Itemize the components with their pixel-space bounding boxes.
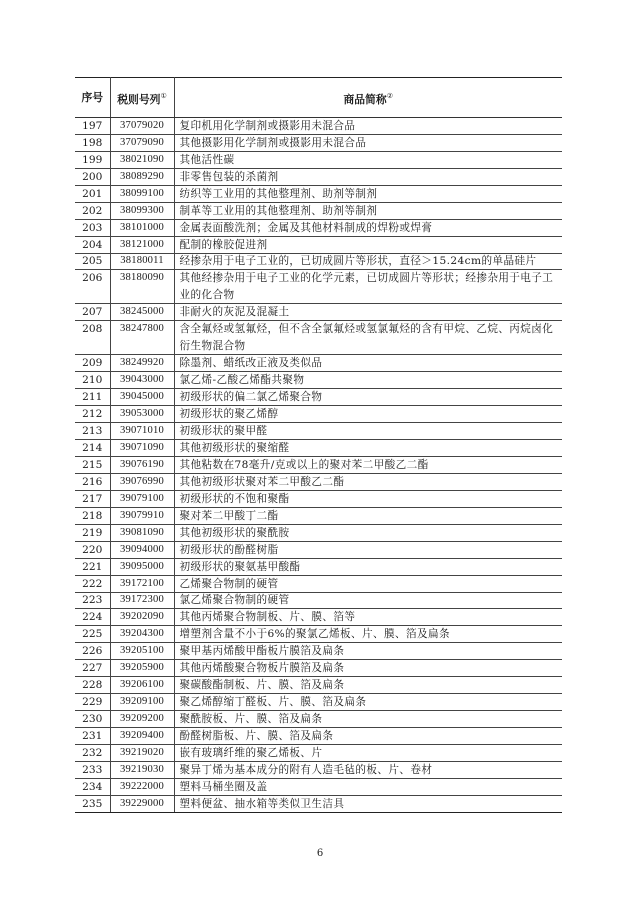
row-seq: 202 xyxy=(75,202,110,219)
row-name: 聚碳酸酯制板、片、膜、箔及扁条 xyxy=(174,677,562,694)
table-row xyxy=(75,761,562,778)
table-row xyxy=(75,643,562,660)
row-code: 39053000 xyxy=(110,406,174,423)
row-seq: 232 xyxy=(75,744,110,761)
table-row xyxy=(75,389,562,406)
table-row xyxy=(75,406,562,423)
table-row xyxy=(75,270,562,304)
row-seq: 208 xyxy=(75,321,110,355)
table-row xyxy=(75,168,562,185)
row-name: 非耐火的灰泥及混凝土 xyxy=(174,304,562,321)
header-code-note: ① xyxy=(160,91,167,100)
row-seq: 199 xyxy=(75,151,110,168)
row-seq: 206 xyxy=(75,270,110,304)
row-name: 初级形状的不饱和聚酯 xyxy=(174,490,562,507)
table-row xyxy=(75,626,562,643)
row-name: 聚甲基丙烯酸甲酯板片膜箔及扁条 xyxy=(174,643,562,660)
row-seq: 200 xyxy=(75,168,110,185)
row-name: 制革等工业用的其他整理剂、助剂等制剂 xyxy=(174,202,562,219)
row-code: 39079910 xyxy=(110,507,174,524)
row-seq: 201 xyxy=(75,185,110,202)
row-code: 39095000 xyxy=(110,558,174,575)
row-code: 38180011 xyxy=(110,253,174,270)
row-code: 39229000 xyxy=(110,795,174,812)
table-row xyxy=(75,423,562,440)
table-row xyxy=(75,151,562,168)
table-row xyxy=(75,457,562,474)
table-row xyxy=(75,321,562,355)
table-row xyxy=(75,219,562,236)
row-code: 39076190 xyxy=(110,457,174,474)
row-name: 其他丙烯聚合物制板、片、膜、箔等 xyxy=(174,609,562,626)
row-seq: 215 xyxy=(75,457,110,474)
table-row xyxy=(75,118,562,135)
row-code: 38089290 xyxy=(110,168,174,185)
row-code: 39081090 xyxy=(110,524,174,541)
header-name-note: ② xyxy=(386,91,393,100)
row-code: 39209200 xyxy=(110,711,174,728)
row-code: 38099300 xyxy=(110,202,174,219)
row-name: 嵌有玻璃纤维的聚乙烯板、片 xyxy=(174,744,562,761)
table-row xyxy=(75,185,562,202)
row-code: 39209400 xyxy=(110,728,174,745)
row-name: 乙烯聚合物制的硬管 xyxy=(174,575,562,592)
row-seq: 198 xyxy=(75,134,110,151)
row-name: 其他摄影用化学制剂或摄影用未混合品 xyxy=(174,134,562,151)
table-row xyxy=(75,355,562,372)
table-row xyxy=(75,473,562,490)
row-seq: 220 xyxy=(75,541,110,558)
row-seq: 233 xyxy=(75,761,110,778)
row-code: 38245000 xyxy=(110,304,174,321)
tariff-table xyxy=(75,77,562,813)
row-seq: 217 xyxy=(75,490,110,507)
table-row xyxy=(75,744,562,761)
row-name: 经掺杂用于电子工业的，已切成圆片等形状，直径＞15.24cm的单晶硅片 xyxy=(174,253,562,270)
row-code: 39045000 xyxy=(110,389,174,406)
row-code: 39079100 xyxy=(110,490,174,507)
table-row xyxy=(75,440,562,457)
table-row xyxy=(75,711,562,728)
row-seq: 205 xyxy=(75,253,110,270)
row-name: 初级形状的聚氨基甲酸酯 xyxy=(174,558,562,575)
row-name: 其他初级形状聚对苯二甲酸乙二酯 xyxy=(174,473,562,490)
row-seq: 228 xyxy=(75,677,110,694)
row-name: 其他初级形状的聚酰胺 xyxy=(174,524,562,541)
row-seq: 231 xyxy=(75,728,110,745)
table-row xyxy=(75,575,562,592)
row-code: 38021090 xyxy=(110,151,174,168)
table-row xyxy=(75,728,562,745)
table-header-row xyxy=(75,78,562,118)
table-row xyxy=(75,795,562,812)
table-row xyxy=(75,524,562,541)
row-name: 非零售包装的杀菌剂 xyxy=(174,168,562,185)
row-seq: 219 xyxy=(75,524,110,541)
row-seq: 221 xyxy=(75,558,110,575)
row-name: 聚异丁烯为基本成分的附有人造毛毡的板、片、卷材 xyxy=(174,761,562,778)
table-row xyxy=(75,677,562,694)
row-code: 39209100 xyxy=(110,694,174,711)
table-row xyxy=(75,372,562,389)
row-code: 39172300 xyxy=(110,592,174,609)
table-row xyxy=(75,134,562,151)
row-code: 39202090 xyxy=(110,609,174,626)
row-name: 聚乙烯醇缩丁醛板、片、膜、箔及扁条 xyxy=(174,694,562,711)
row-name: 塑料便盆、抽水箱等类似卫生洁具 xyxy=(174,795,562,812)
row-seq: 212 xyxy=(75,406,110,423)
row-seq: 214 xyxy=(75,440,110,457)
row-name: 初级形状的偏二氯乙烯聚合物 xyxy=(174,389,562,406)
row-name: 其他初级形状的聚缩醛 xyxy=(174,440,562,457)
row-seq: 229 xyxy=(75,694,110,711)
row-code: 39205900 xyxy=(110,660,174,677)
row-code: 39094000 xyxy=(110,541,174,558)
table-row xyxy=(75,490,562,507)
table-row xyxy=(75,202,562,219)
row-seq: 197 xyxy=(75,118,110,135)
row-name: 聚对苯二甲酸丁二酯 xyxy=(174,507,562,524)
row-seq: 225 xyxy=(75,626,110,643)
row-name: 其他活性碳 xyxy=(174,151,562,168)
row-code: 39219020 xyxy=(110,744,174,761)
table-row xyxy=(75,592,562,609)
row-seq: 216 xyxy=(75,473,110,490)
page-number: 6 xyxy=(316,848,324,859)
table-row xyxy=(75,778,562,795)
row-code: 39206100 xyxy=(110,677,174,694)
row-name: 其他丙烯酸聚合物板片膜箔及扁条 xyxy=(174,660,562,677)
table-row xyxy=(75,253,562,270)
row-seq: 203 xyxy=(75,219,110,236)
table-row xyxy=(75,694,562,711)
table-row xyxy=(75,304,562,321)
row-seq: 209 xyxy=(75,355,110,372)
table-body xyxy=(75,118,562,813)
row-code: 39219030 xyxy=(110,761,174,778)
row-code: 39172100 xyxy=(110,575,174,592)
header-code: 税则号列① xyxy=(110,78,174,118)
row-code: 38249920 xyxy=(110,355,174,372)
row-code: 39222000 xyxy=(110,778,174,795)
table-row xyxy=(75,558,562,575)
row-name: 纺织等工业用的其他整理剂、助剂等制剂 xyxy=(174,185,562,202)
row-name: 除墨剂、蜡纸改正液及类似品 xyxy=(174,355,562,372)
row-seq: 227 xyxy=(75,660,110,677)
row-seq: 234 xyxy=(75,778,110,795)
table-row xyxy=(75,541,562,558)
row-code: 37079020 xyxy=(110,118,174,135)
row-code: 39043000 xyxy=(110,372,174,389)
row-seq: 204 xyxy=(75,236,110,253)
row-name: 氯乙烯-乙酸乙烯酯共聚物 xyxy=(174,372,562,389)
row-code: 39071090 xyxy=(110,440,174,457)
row-name: 初级形状的聚乙烯醇 xyxy=(174,406,562,423)
row-name: 其他经掺杂用于电子工业的化学元素，已切成圆片等形状；经掺杂用于电子工业的化合物 xyxy=(174,270,562,304)
row-name: 配制的橡胶促进剂 xyxy=(174,236,562,253)
row-seq: 210 xyxy=(75,372,110,389)
row-name: 酚醛树脂板、片、膜、箔及扁条 xyxy=(174,728,562,745)
row-code: 38101000 xyxy=(110,219,174,236)
table-row xyxy=(75,609,562,626)
row-code: 39205100 xyxy=(110,643,174,660)
header-seq: 序号 xyxy=(75,78,110,118)
row-code: 39204300 xyxy=(110,626,174,643)
row-name: 含全氟烃或氢氟烃，但不含全氯氟烃或氢氯氟烃的含有甲烷、乙烷、丙烷卤化衍生物混合物 xyxy=(174,321,562,355)
row-seq: 213 xyxy=(75,423,110,440)
row-seq: 211 xyxy=(75,389,110,406)
table-row xyxy=(75,236,562,253)
row-code: 38247800 xyxy=(110,321,174,355)
row-name: 其他粘数在78毫升/克或以上的聚对苯二甲酸乙二酯 xyxy=(174,457,562,474)
row-seq: 223 xyxy=(75,592,110,609)
row-code: 38099100 xyxy=(110,185,174,202)
row-name: 初级形状的聚甲醛 xyxy=(174,423,562,440)
row-code: 39076990 xyxy=(110,473,174,490)
row-name: 塑料马桶坐圈及盖 xyxy=(174,778,562,795)
row-seq: 226 xyxy=(75,643,110,660)
table-row xyxy=(75,507,562,524)
row-seq: 207 xyxy=(75,304,110,321)
header-name: 商品简称② xyxy=(174,78,562,118)
row-name: 聚酰胺板、片、膜、箔及扁条 xyxy=(174,711,562,728)
table-row xyxy=(75,660,562,677)
row-code: 37079090 xyxy=(110,134,174,151)
row-name: 复印机用化学制剂或摄影用未混合品 xyxy=(174,118,562,135)
row-name: 金属表面酸洗剂；金属及其他材料制成的焊粉或焊膏 xyxy=(174,219,562,236)
row-name: 增塑剂含量不小于6%的聚氯乙烯板、片、膜、箔及扁条 xyxy=(174,626,562,643)
row-seq: 224 xyxy=(75,609,110,626)
row-code: 38121000 xyxy=(110,236,174,253)
row-name: 氯乙烯聚合物制的硬管 xyxy=(174,592,562,609)
row-code: 38180090 xyxy=(110,270,174,304)
row-seq: 235 xyxy=(75,795,110,812)
row-seq: 230 xyxy=(75,711,110,728)
row-seq: 218 xyxy=(75,507,110,524)
row-seq: 222 xyxy=(75,575,110,592)
row-name: 初级形状的酚醛树脂 xyxy=(174,541,562,558)
row-code: 39071010 xyxy=(110,423,174,440)
